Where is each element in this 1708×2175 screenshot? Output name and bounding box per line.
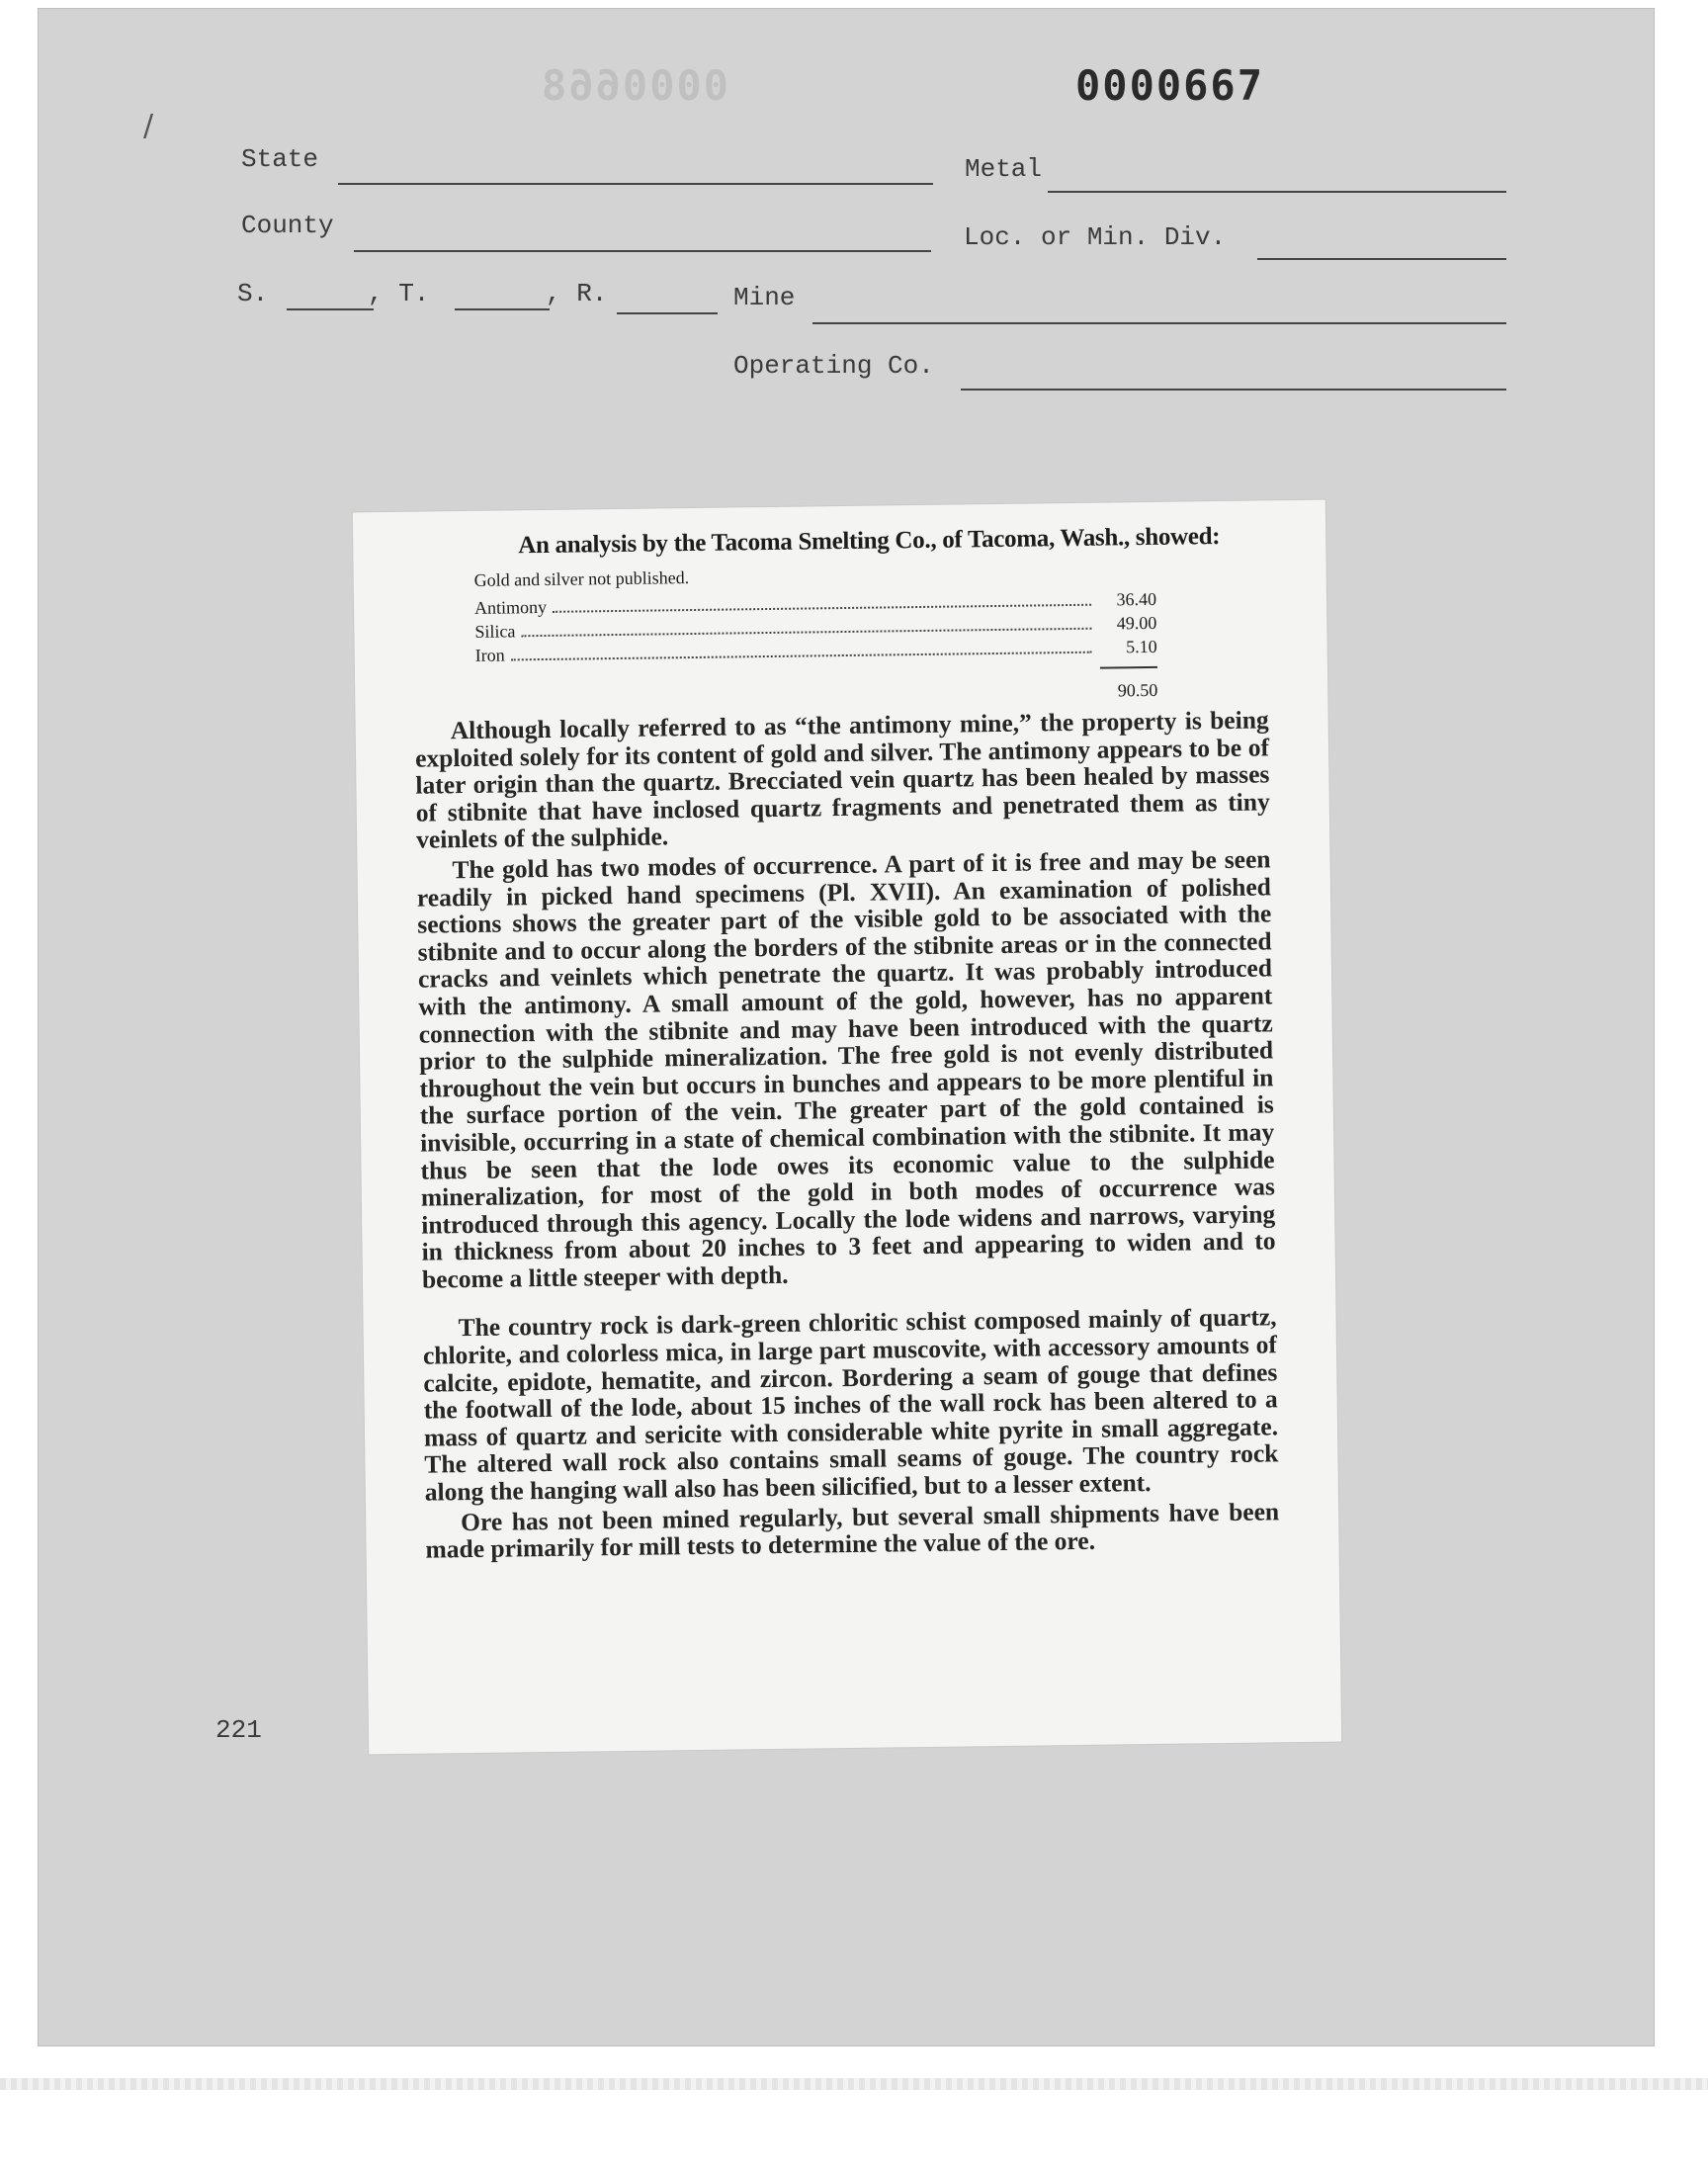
county-field-line [354, 250, 931, 252]
operating-co-label: Operating Co. [733, 351, 934, 381]
analysis-row-value: 5.10 [1126, 636, 1157, 657]
paragraph: Although locally referred to as “the antimony mine,” the property is being exploited solely for its content of gold and silver. The antimony appears to be of later origin than the quartz. Brecciated vein quartz has been healed by masses of stibnite that have inclosed quartz fragments and penetrated them as tiny veinlets of the sulphide. [414, 705, 1270, 855]
pencil-mark: / [143, 109, 154, 143]
location-field-line [1257, 258, 1506, 260]
mine-label: Mine [733, 283, 796, 312]
state-label: State [241, 144, 319, 174]
section-label: S. [237, 279, 269, 308]
analysis-row-name: Antimony [473, 596, 548, 618]
document-number: 0000667 [1075, 61, 1265, 110]
page-number: 221 [215, 1715, 262, 1745]
scan-edge-strip [0, 2078, 1708, 2090]
leader-dots [553, 604, 1091, 613]
analysis-row-name: Silica [474, 621, 516, 642]
clipping-body-text [415, 706, 1280, 1563]
operating-co-field-line [961, 389, 1506, 391]
state-field-line [338, 183, 933, 185]
paragraph: The gold has two modes of occurrence. A part of it is free and may be seen readily in picked hand specimens (Pl. XVII). An examination of polished sections shows the greater part of the visible gold to be associated with the stibnite and to occur along the borders of the stibnite areas or in the connected cracks and veinlets which penetrate the quartz. It was probably introduced with the antimony. A small amount of the gold, however, has no apparent connection with the stibnite and may have been introduced with the quartz prior to the sulphide mineralization. The free gold is not evenly distributed throughout the vein but occurs in bunches and appears to be more plentiful in the surface portion of the vein. The greater part of the gold contained is invisible, occurring in a state of chemical combination with the stibnite. It may thus be seen that the lode owes its economic value to the sulphide mineralization, for most of the gold in both modes of occurrence was introduced through this agency. Locally the lode widens and narrows, varying in thickness from about 20 inches to 3 feet and appearing to widen and to become a little steeper with depth. [416, 844, 1276, 1294]
analysis-title: An analysis by the Tacoma Smelting Co., of Tacoma, Wash., showed: [518, 523, 1221, 560]
ghost-document-number: 0000668 [540, 61, 729, 110]
paragraph: Ore has not been mined regularly, but several small shipments have been made primarily for mill tests to determine the value of the ore. [425, 1496, 1280, 1564]
metal-label: Metal [965, 154, 1043, 184]
township-field-line [455, 308, 550, 310]
analysis-row-name: Iron [474, 645, 505, 665]
township-label: , T. [368, 279, 430, 308]
range-field-line [617, 312, 718, 314]
analysis-total: 90.50 [1117, 679, 1158, 701]
analysis-row-value: 49.00 [1116, 612, 1157, 634]
leader-dots [511, 652, 1092, 661]
sum-rule [1100, 666, 1157, 669]
section-field-line [287, 308, 374, 310]
analysis-note: Gold and silver not published. [473, 567, 690, 590]
mine-field-line [812, 322, 1506, 324]
pasted-clipping [353, 500, 1341, 1755]
leader-dots [521, 628, 1091, 638]
county-label: County [241, 211, 334, 240]
paragraph: The country rock is dark-green chloritic schist composed mainly of quartz, chlorite, and colorless mica, in large part muscovite, with accessory amounts of calcite, epidote, hematite, and zircon. Bordering a seam of gouge that defines the footwall of the lode, about 15 inches of the wall rock has been altered to a mass of quartz and sericite with considerable white pyrite in small aggregate. The altered wall rock also contains small seams of gouge. The country rock along the hanging wall also has been silicified, but to a lesser extent. [422, 1302, 1279, 1507]
location-label: Loc. or Min. Div. [964, 222, 1227, 252]
analysis-row-value: 36.40 [1116, 588, 1157, 610]
range-label: , R. [546, 279, 608, 308]
analysis-table [474, 589, 1157, 710]
metal-field-line [1048, 191, 1506, 193]
